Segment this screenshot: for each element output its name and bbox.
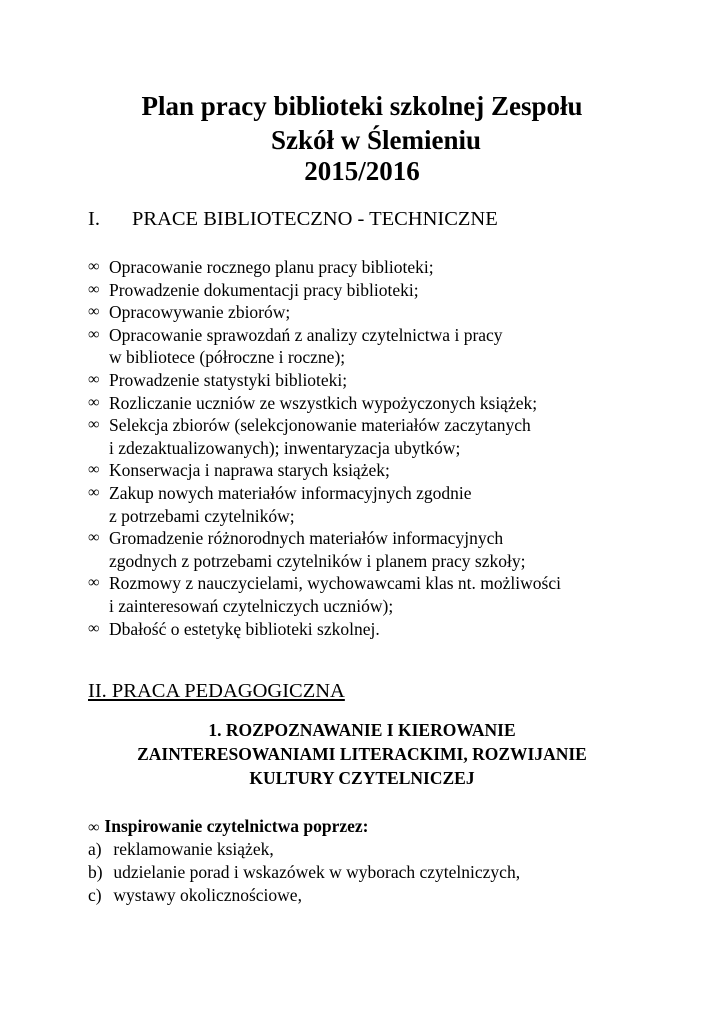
infinity-bullet-icon: ∞ — [88, 819, 100, 836]
list-item: ∞ Zakup nowych materiałów informacyjnych zgodnie — [88, 482, 472, 503]
list-item: ∞ Selekcja zbiorów (selekcjonowanie materiałów zaczytanych — [88, 415, 531, 436]
list-item: ∞ Dbałość o estetykę biblioteki szkolnej. — [88, 618, 380, 639]
list-item: ∞ Opracowanie rocznego planu pracy biblioteki; — [88, 257, 434, 277]
list-item: ∞ Rozmowy z nauczycielami, wychowawcami klas nt. możliwości — [88, 573, 561, 594]
infinity-bullet-icon: ∞ — [88, 461, 100, 479]
section-1-list — [88, 256, 561, 640]
infinity-bullet-icon: ∞ — [88, 280, 100, 298]
subsection-1-heading: 1. ROZPOZNAWANIE I KIEROWANIE ZAINTERESOWANIAMI LITERACKIMI, ROZWIJANIE KULTURY CZYTELNICZEJ — [137, 720, 587, 788]
infinity-bullet-icon: ∞ — [88, 529, 100, 547]
inspire-label: Inspirowanie czytelnictwa poprzez: — [104, 816, 369, 836]
section-1-title: PRACE BIBLIOTECZNO - TECHNICZNE — [132, 208, 498, 230]
section-1-heading — [88, 205, 498, 233]
list-item: ∞ Opracowanie sprawozdań z analizy czytelnictwa i pracy — [88, 324, 503, 345]
list-item: ∞ Prowadzenie dokumentacji pracy biblioteki; — [88, 279, 419, 300]
list-item: ∞ Rozliczanie uczniów ze wszystkich wypożyczonych książek; — [88, 392, 538, 413]
list-item-continuation: i zdezaktualizowanych); inwentaryzacja ubytków; — [109, 437, 461, 458]
list-item-continuation: w bibliotece (półroczne i roczne); — [109, 347, 346, 368]
infinity-bullet-icon: ∞ — [88, 393, 100, 411]
list-item: ∞ Konserwacja i naprawa starych książek; — [88, 460, 390, 481]
list-item-continuation: i zainteresowań czytelniczych uczniów); — [109, 595, 394, 616]
title-year: 2015/2016 — [304, 156, 420, 186]
infinity-bullet-icon: ∞ — [88, 483, 100, 501]
section-2-heading: II. PRACA PEDAGOGICZNA — [88, 680, 345, 702]
list-item: a) reklamowanie książek, — [88, 839, 274, 859]
infinity-bullet-icon: ∞ — [88, 416, 100, 434]
infinity-bullet-icon: ∞ — [88, 370, 100, 388]
title-line-1: Plan pracy biblioteki szkolnej Zespołu — [141, 91, 583, 121]
inspire-heading — [88, 815, 369, 839]
inspire-list — [88, 838, 520, 907]
list-item: ∞ Opracowywanie zbiorów; — [88, 302, 291, 323]
infinity-bullet-icon: ∞ — [88, 258, 100, 275]
list-item-continuation: z potrzebami czytelników; — [109, 505, 295, 526]
infinity-bullet-icon: ∞ — [88, 325, 100, 343]
list-item-continuation: zgodnych z potrzebami czytelników i planem pracy szkoły; — [109, 550, 526, 571]
list-item: b) udzielanie porad i wskazówek w wyborach czytelniczych, — [88, 862, 521, 882]
list-item: c) wystawy okolicznościowe, — [88, 885, 302, 905]
title-line-2: Szkół w Ślemieniu — [270, 125, 482, 155]
section-1-number: I. — [88, 208, 100, 230]
infinity-bullet-icon: ∞ — [88, 574, 100, 592]
infinity-bullet-icon: ∞ — [88, 619, 100, 637]
list-item: ∞ Gromadzenie różnorodnych materiałów informacyjnych — [88, 528, 504, 549]
infinity-bullet-icon: ∞ — [88, 303, 100, 321]
list-item: ∞ Prowadzenie statystyki biblioteki; — [88, 369, 348, 390]
